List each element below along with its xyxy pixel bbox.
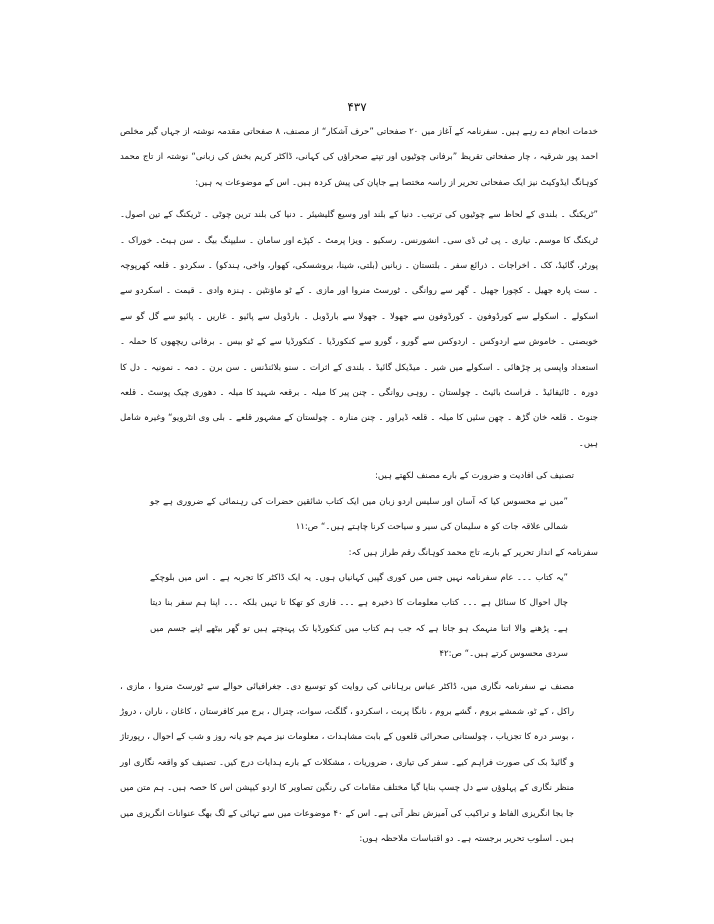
- section-intro-style: سفرنامہ کے انداز تحریر کے بارے، تاج محمد کوہانگ رقم طراز ہیں کہ:: [348, 547, 598, 558]
- block-quote-author: ”میں نے محسوس کیا کہ آسان اور سلیس اردو زبان میں ایک کتاب شائقین حضرات کی رہنمائی کے ضروری ہے جو شمالی علاقہ جات کو ہ سلیمان کی سیر و سیاحت کرنا چاہتے ہیں۔“ ص:۱۱: [150, 496, 568, 533]
- page-content: [120, 120, 598, 852]
- section-intro-author: تصنیف کی افادیت و ضرورت کے بارے مصنف لکھتے ہیں:: [374, 471, 574, 482]
- block-quote-style: ”یہ کتاب ۔۔۔ عام سفرنامہ نہیں جس میں کوری گپیں کہانیاں ہوں۔ یہ ایک ڈاکٹر کا تجربہ ہے ۔ اس میں بلوچکے چال احوال کا سنائل ہے ۔۔۔ کتاب معلومات کا ذخیرہ ہے ۔۔۔ قاری کو تھکا تا نہیں بلکہ ۔۔۔ اپنا ہم سفر بنا دیتا ہے۔ پڑھنے والا اتنا منہمک ہو جاتا ہے کہ جب ہم کتاب میں کنکورڈیا تک پہنچتے ہیں تو گھر بیٹھے اپنے جسم میں سردی محسوس کرتے ہیں۔“ ص:۴۲: [150, 572, 568, 660]
- paragraph-closing: مصنف نے سفرنامہ نگاری میں، ڈاکٹر عباس برہانانی کی روایت کو توسیع دی۔ جغرافیائی حوالے سے ٹورسٹ منروا ، مازی ، راکل ، کے ٹو، شمشے بروم ، گشے بروم ، نانگا پربت ، اسکردو ، گلگت، سوات، چترال ، برج میر کافرستان ، کاغان ، ناران ، دروڑ ، بوسر درہ کا تجزیاب ، چولستانی صحرائی قلعوں کے بابت مشاہدات ، معلومات نیز مہم جو یانہ روز و شب کے احوال ، رپورتاژ و گائیڈ بک کی صورت فراہم کیے۔ سفر کی تیاری ، ضروریات ، مشکلات کے بارے ہدایات درج کیں۔ تصنیف کو واقعہ نگاری اور منظر نگاری کے پہلوؤں سے دل چسپ بنایا گیا مختلف مقامات کی رنگین تصاویر کا اردو کیپشن اس کا حصہ ہیں۔ ہم متن میں جا بجا انگریزی الفاظ و تراکیب کی آمیزش نظر آتی ہے۔ اس کے ۴۰ موضوعات میں سے تہائی کے لگ بھگ عنوانات انگریزی میں ہیں۔ اسلوب تحریر برجستہ ہے۔ دو اقتباسات ملاحظہ ہوں:: [120, 681, 574, 844]
- paragraph-topics-list: ”ٹریکنگ ۔ بلندی کے لحاظ سے چوٹیوں کی ترتیب۔ دنیا کے بلند اور وسیع گلیشیئر ۔ دنیا کی بلند ترین چوٹی ۔ ٹریکنگ کے تین اصول۔ ٹریکنگ کا موسم۔ تیاری ۔ پی ٹی ڈی سی۔ انشورنس۔ رسکیو ۔ ویزا پرمٹ ۔ کپڑے اور سامان ۔ سلیپنگ بیگ ۔ سن ہیٹ۔ خوراک ۔ پورٹر، گائیڈ، کک ۔ اخراجات ۔ ذرائع سفر ۔ بلتستان ۔ زبانیں (بلتی، شینا، بروشسکی، کھوار، واخی، ہندکو) ۔ سکردو ۔ قلعہ کھرپوچہ ۔ ست پارہ جھیل ۔ کچورا جھیل ۔ گھر سے روانگی ۔ ٹورسٹ منروا اور مازی ۔ کے ٹو ماؤنٹین ۔ ہنزہ وادی ۔ قیمت ۔ اسکردو سے اسکولے ۔ اسکولے سے کورڈوفون ۔ کورڈوفون سے جھولا ۔ جھولا سے بارڈوبل ۔ بارڈوبل سے پائیو ۔ غاریں ۔ پائیو سے گل گو سے خوبصنی ۔ خاموش سے اردوکس ۔ اردوکس سے گورو ، گورو سے کنکورڈیا ۔ کنکورڈیا سے کے ٹو بیس ۔ برفانی ریچھوں کا حملہ ۔ استعداد واپسی پر چڑھائی ۔ اسکولے میں شیر ۔ میڈیکل گائیڈ ۔ بلندی کے اثرات ۔ سنو بلائنڈنس ۔ سن برن ۔ دمہ ۔ نمونیہ ۔ دل کا دورہ ۔ ٹائیفائیڈ ۔ فراسٹ بائیٹ ۔ چولستان ۔ روہی روانگی ۔ چنن پیر کا میلہ ۔ برقعہ شہید کا میلہ ۔ دھوری چیک پوسٹ ۔ قلعہ جنوٹ ۔ قلعہ خان گڑھ ۔ چھن سئیں کا میلہ ۔ قلعہ ڈیراور ۔ چنن منارہ ۔ چولستان کے مشہور قلعے ۔ بلی وی انٹرویو“ وغیرہ شامل ہیں۔: [120, 210, 598, 449]
- page-number: ۴۳۷: [347, 100, 367, 114]
- paragraph-intro: خدمات انجام دے رہے ہیں۔ سفرنامہ کے آغاز میں ۲۰ صفحاتی ”حرف آشکار“ از مصنف، ۸ صفحاتی مقدمہ نوشتہ از جہاں گیر مخلص احمد پور شرقیہ ، چار صفحاتی تقریظ ”برفانی چوٹیوں اور تپتے صحراؤں کی کہانی، ڈاکٹر کریم بخش کی زبانی“ نوشتہ از تاج محمد کوہانگ ایڈوکیٹ نیز ایک صفحاتی تحریر از راسہ مختصا ہے جاپان کی پیش کردہ ہیں۔ اس کے موضوعات یہ ہیں:: [120, 127, 598, 188]
